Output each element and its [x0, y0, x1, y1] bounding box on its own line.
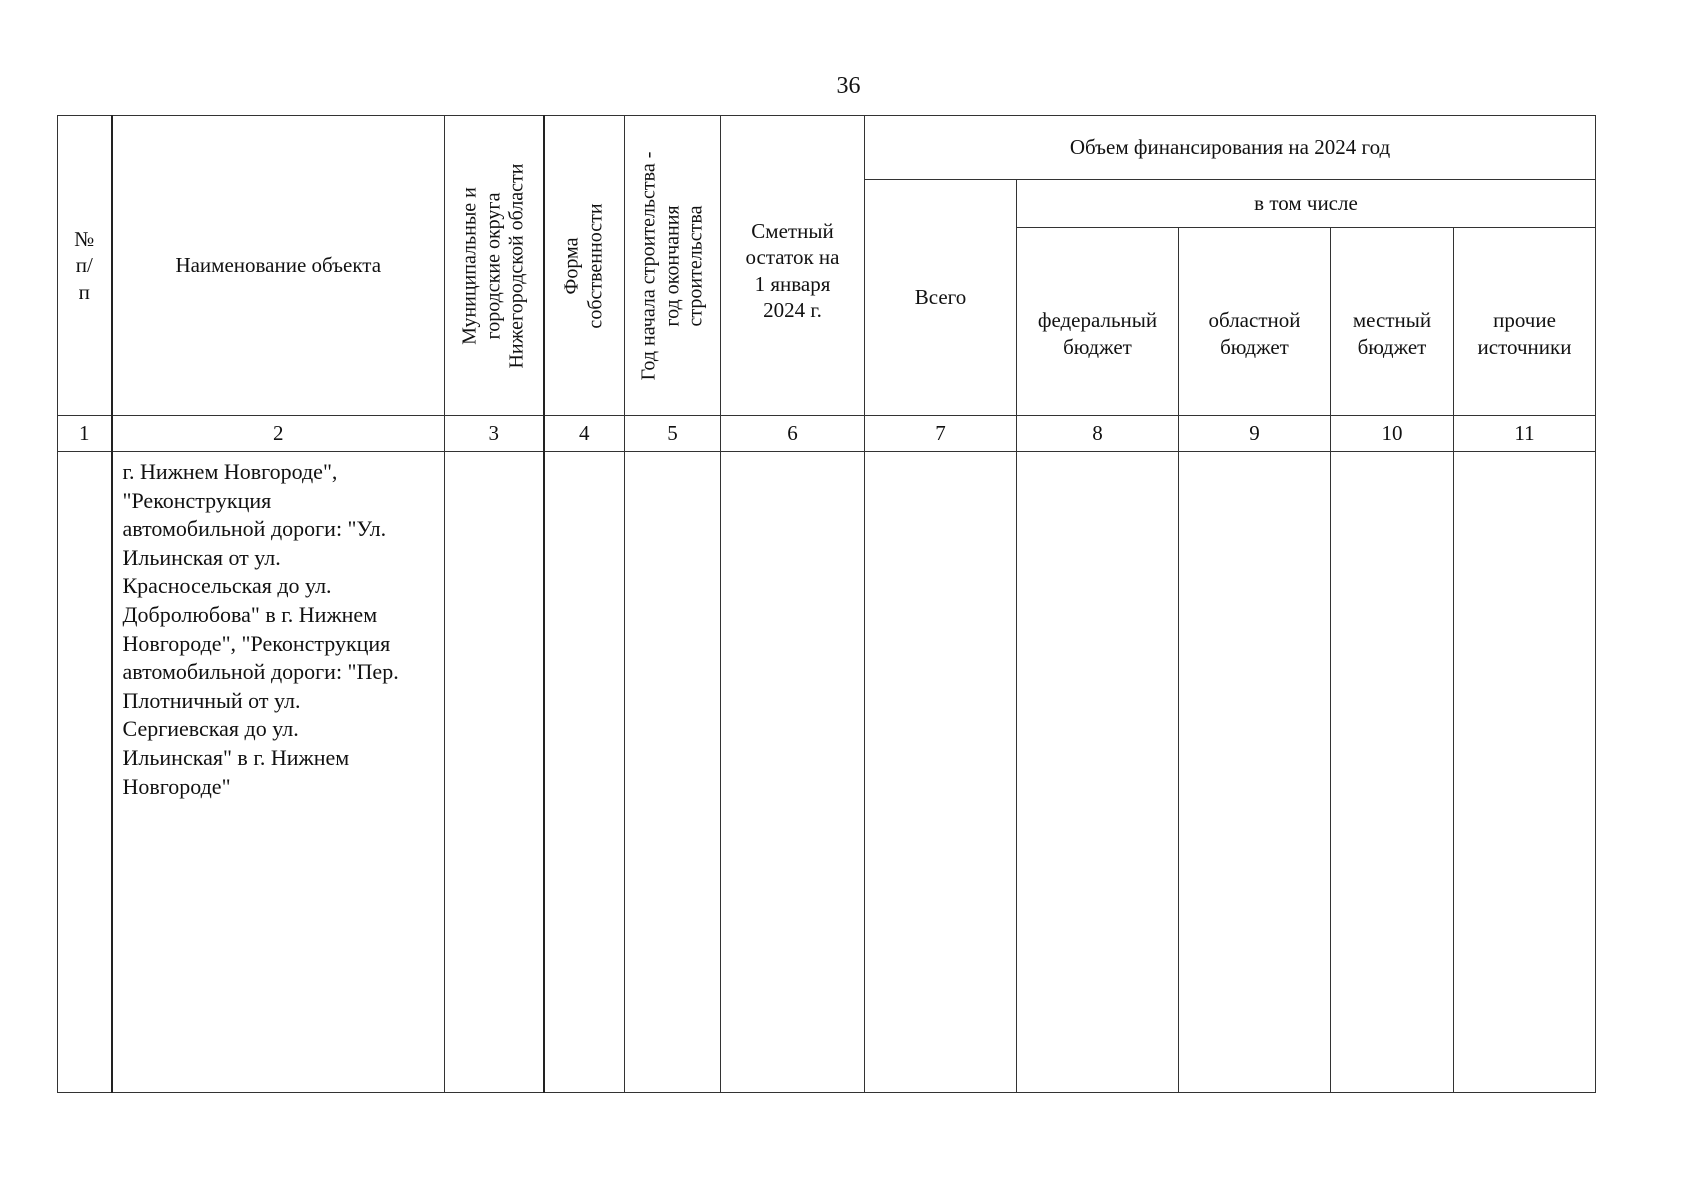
header-municipal: [445, 116, 544, 416]
header-row-1: [58, 116, 1596, 180]
column-number: 7: [865, 416, 1017, 452]
row-ownership: [544, 452, 625, 1093]
header-years: [625, 116, 721, 416]
header-name: Наименование объекта: [112, 116, 445, 416]
header-num: № п/ п: [58, 116, 112, 416]
column-number: 1: [58, 416, 112, 452]
header-municipal-text: Муниципальные и городские округа Нижегородской области: [458, 162, 528, 369]
column-number: 9: [1179, 416, 1331, 452]
row-balance: [721, 452, 865, 1093]
row-local: [1331, 452, 1454, 1093]
column-number: 4: [544, 416, 625, 452]
header-total: Всего: [865, 180, 1017, 416]
column-number: 3: [445, 416, 544, 452]
row-other: [1454, 452, 1596, 1093]
table-row: [58, 452, 1596, 1093]
column-number: 6: [721, 416, 865, 452]
header-federal: федеральный бюджет: [1017, 228, 1179, 416]
row-federal: [1017, 452, 1179, 1093]
column-number: 11: [1454, 416, 1596, 452]
row-municipal: [445, 452, 544, 1093]
header-funding: Объем финансирования на 2024 год: [865, 116, 1596, 180]
row-regional: [1179, 452, 1331, 1093]
page-number: 36: [836, 73, 861, 99]
header-other: прочие источники: [1454, 228, 1596, 416]
header-including: в том числе: [1017, 180, 1596, 228]
header-balance: Сметный остаток на 1 января 2024 г.: [721, 116, 865, 416]
column-number: 2: [112, 416, 445, 452]
column-number: 8: [1017, 416, 1179, 452]
column-number: 10: [1331, 416, 1454, 452]
row-years: [625, 452, 721, 1093]
column-number-row: [58, 416, 1596, 452]
header-years-text: Год начала строительства - год окончания строительства: [637, 151, 707, 380]
header-local: местный бюджет: [1331, 228, 1454, 416]
header-ownership-text: Форма собственности: [560, 202, 607, 329]
financing-table: [57, 115, 1596, 1093]
column-number: 5: [625, 416, 721, 452]
row-num: [58, 452, 112, 1093]
header-ownership: [544, 116, 625, 416]
header-regional: областной бюджет: [1179, 228, 1331, 416]
row-object-name: г. Нижнем Новгороде", "Реконструкция автомобильной дороги: "Ул. Ильинская от ул. Красносельская до ул. Добролюбова" в г. Нижнем Новгороде", "Реконструкция автомобильной дороги: "Пер. Плотничный от ул. Сергиевская до ул. Ильинская" в г. Нижнем Новгороде": [112, 452, 445, 1093]
row-total: [865, 452, 1017, 1093]
